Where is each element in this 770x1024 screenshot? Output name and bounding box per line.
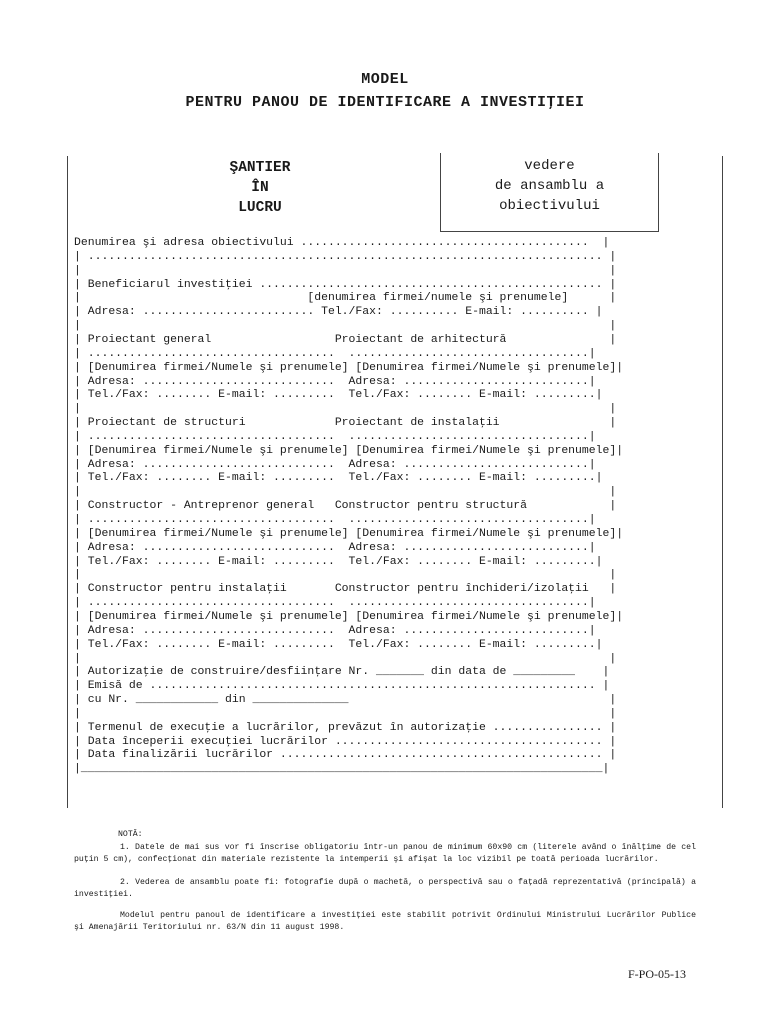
form-line: | Adresa: ............................ Adresa: ...........................| <box>74 623 596 637</box>
form-line: | [denumirea firmei/numele şi prenumele] | <box>74 291 617 305</box>
form-line: | .................................... ...................................| <box>74 429 596 443</box>
form-line: | | <box>74 651 617 665</box>
form-line: | Tel./Fax: ........ E-mail: ......... Tel./Fax: ........ E-mail: .........| <box>74 471 603 485</box>
form-line: | Constructor pentru instalaţii Constructor pentru închideri/izolaţii | <box>74 582 617 596</box>
form-code: F-PO-05-13 <box>628 967 687 981</box>
panel-left-border <box>67 156 68 808</box>
form-line: | cu Nr. ____________ din ______________ | <box>74 693 617 707</box>
form-line: | [Denumirea firmei/Numele şi prenumele] [Denumirea firmei/Numele şi prenumele]| <box>74 526 624 540</box>
form-line: | Emisă de ................................................................. | <box>74 679 610 693</box>
form-line: | [Denumirea firmei/Numele şi prenumele] [Denumirea firmei/Numele şi prenumele]| <box>74 609 624 623</box>
form-line: | ........................................................................... | <box>74 249 617 263</box>
legal-basis: Modelul pentru panoul de identificare a investiţiei este stabilit potrivit Ordinului Ministrului Lucrărilor Publice şi Amenajării Teritoriului nr. 63/N din 11 august 1998. <box>74 911 696 932</box>
form-line: | Termenul de execuţie a lucrărilor, prevăzut în autorizaţie ................ | <box>74 720 617 734</box>
form-line: | Tel./Fax: ........ E-mail: ......... Tel./Fax: ........ E-mail: .........| <box>74 554 603 568</box>
overview-label-line-2: de ansamblu a <box>494 178 605 194</box>
document-subtitle: PENTRU PANOU DE IDENTIFICARE A INVESTIŢIEI <box>185 94 585 111</box>
form-line: | | <box>74 706 617 720</box>
form-line: | Adresa: ............................ Adresa: ...........................| <box>74 540 596 554</box>
form-line: | Data începerii execuţiei lucrărilor ....................................... | <box>74 734 617 748</box>
note-1: 1. Datele de mai sus vor fi înscrise obligatoriu într-un panou de minimum 60x90 cm (literele având o înălţime de cel puţin 5 cm), confecţionat din materiale rezistente la intemperii şi afişat la loc vizibil pe toată perioada lucrărilor. <box>74 843 696 864</box>
form-line: | Proiectant general Proiectant de arhitectură | <box>74 332 617 346</box>
form-line: | .................................... ...................................| <box>74 513 596 526</box>
form-line: | [Denumirea firmei/Numele şi prenumele] [Denumirea firmei/Numele şi prenumele]| <box>74 443 624 457</box>
form-line: | Proiectant de structuri Proiectant de instalaţii | <box>74 416 617 430</box>
form-line: | Adresa: ............................ Adresa: ...........................| <box>74 457 596 471</box>
site-sign-line-1: ŞANTIER <box>229 160 291 176</box>
form-line: | | <box>74 402 617 416</box>
note-2: 2. Vederea de ansamblu poate fi: fotografie după o machetă, o perspectivă sau o faţadă reprezentativă (principală) a investiţiei. <box>74 878 696 899</box>
form-line: | Beneficiarul investiţiei .................................................. | <box>74 277 617 291</box>
form-line: | | <box>74 485 617 499</box>
note-label: NOTĂ: <box>118 830 143 839</box>
overview-label-line-1: vedere <box>524 158 575 174</box>
form-line: | .................................... ...................................| <box>74 346 596 360</box>
form-line: | Data finalizării lucrărilor ............................................... | <box>74 748 617 762</box>
form-line: | Adresa: ......................... Tel./Fax: .......... E-mail: .......... | <box>74 305 603 319</box>
form-line: | Autorizaţie de construire/desfiinţare Nr. _______ din data de _________ | <box>74 665 610 679</box>
form-line: | | <box>74 263 617 277</box>
document-title: MODEL <box>361 71 409 88</box>
form-line: | | <box>74 319 617 333</box>
form-line: | [Denumirea firmei/Numele şi prenumele] [Denumirea firmei/Numele şi prenumele]| <box>74 360 624 374</box>
form-line: | Tel./Fax: ........ E-mail: ......... Tel./Fax: ........ E-mail: .........| <box>74 388 603 402</box>
form-line: Denumirea şi adresa obiectivului .......................................... | <box>74 236 610 249</box>
form-line: | Tel./Fax: ........ E-mail: ......... Tel./Fax: ........ E-mail: .........| <box>74 637 603 651</box>
overview-image-box <box>440 153 659 232</box>
form-line: | Adresa: ............................ Adresa: ...........................| <box>74 374 596 388</box>
form-line: | .................................... ...................................| <box>74 596 596 610</box>
form-line: | Constructor - Antreprenor general Constructor pentru structură | <box>74 499 617 513</box>
site-sign-line-2: ÎN <box>251 180 269 196</box>
overview-label-line-3: obiectivului <box>499 198 600 214</box>
form-line: | | <box>74 568 617 582</box>
panel-right-border <box>722 156 723 808</box>
form-line: |____________________________________________________________________________| <box>74 762 610 776</box>
site-sign-line-3: LUCRU <box>238 200 282 216</box>
